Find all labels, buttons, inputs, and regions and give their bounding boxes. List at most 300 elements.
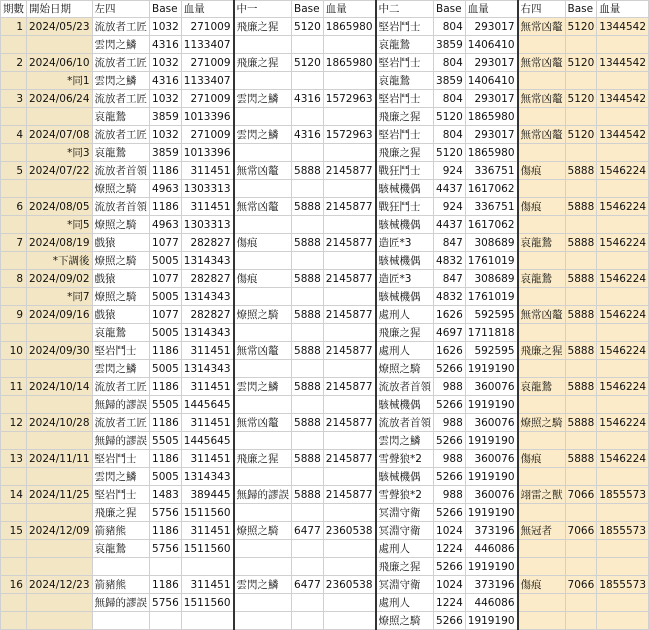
mid2-hp-cell: 1919190 bbox=[465, 468, 517, 486]
date-cell bbox=[27, 468, 93, 486]
right4-boss-cell bbox=[518, 504, 566, 522]
mid2-boss-cell: 飛廉之猩 bbox=[376, 558, 434, 576]
left4-boss-cell: 箭豬熊 bbox=[92, 522, 150, 540]
table-row bbox=[1, 558, 649, 576]
mid2-hp-cell: 308689 bbox=[465, 270, 517, 288]
mid1-base-cell bbox=[292, 594, 324, 612]
mid2-base-cell: 5266 bbox=[434, 468, 466, 486]
right4-hp-cell bbox=[597, 396, 649, 414]
mid2-boss-cell: 冥淵守衛 bbox=[376, 522, 434, 540]
left4-boss-cell: 燎照之騎 bbox=[92, 180, 150, 198]
mid1-base-cell: 5888 bbox=[292, 414, 324, 432]
mid2-base-cell: 804 bbox=[434, 54, 466, 72]
phase-cell bbox=[1, 36, 27, 54]
left4-hp-cell: 282827 bbox=[181, 306, 233, 324]
left4-base-cell: 1186 bbox=[150, 198, 182, 216]
mid2-base-cell: 1224 bbox=[434, 594, 466, 612]
right4-boss-cell: 燎照之騎 bbox=[518, 414, 566, 432]
phase-cell bbox=[1, 504, 27, 522]
left4-base-cell: 1186 bbox=[150, 450, 182, 468]
mid1-hp-cell: 2145877 bbox=[323, 450, 375, 468]
phase-cell bbox=[1, 108, 27, 126]
right4-hp-cell bbox=[597, 468, 649, 486]
left4-hp-cell: 1303313 bbox=[181, 216, 233, 234]
mid1-boss-cell: 飛廉之猩 bbox=[234, 18, 292, 36]
right4-base-cell: 5120 bbox=[565, 90, 597, 108]
mid2-boss-cell: 處刑人 bbox=[376, 342, 434, 360]
right4-base-cell: 7066 bbox=[565, 522, 597, 540]
phase-cell bbox=[1, 360, 27, 378]
table-row bbox=[1, 594, 649, 612]
right4-boss-cell bbox=[518, 396, 566, 414]
date-cell: *同7 bbox=[27, 288, 93, 306]
left4-hp-cell: 1511560 bbox=[181, 504, 233, 522]
right4-boss-cell: 翊雷之獸 bbox=[518, 486, 566, 504]
mid1-boss-cell: 雲閃之鱗 bbox=[234, 90, 292, 108]
table-row bbox=[1, 432, 649, 450]
date-cell: 2024/07/22 bbox=[27, 162, 93, 180]
mid1-boss-cell: 雲閃之鱗 bbox=[234, 378, 292, 396]
left4-boss-cell: 燎照之騎 bbox=[92, 216, 150, 234]
phase-cell bbox=[1, 72, 27, 90]
left4-base-cell: 4963 bbox=[150, 180, 182, 198]
date-cell bbox=[27, 396, 93, 414]
date-cell bbox=[27, 540, 93, 558]
date-cell: 2024/05/23 bbox=[27, 18, 93, 36]
mid1-base-cell bbox=[292, 108, 324, 126]
right4-base-cell: 5120 bbox=[565, 126, 597, 144]
mid1-hp-cell: 2145877 bbox=[323, 342, 375, 360]
right4-hp-cell: 1344542 bbox=[597, 18, 649, 36]
mid2-base-cell: 804 bbox=[434, 18, 466, 36]
right4-boss-cell bbox=[518, 180, 566, 198]
mid1-boss-cell bbox=[234, 504, 292, 522]
phase-cell: 4 bbox=[1, 126, 27, 144]
date-cell: 2024/11/25 bbox=[27, 486, 93, 504]
phase-cell bbox=[1, 594, 27, 612]
date-cell: 2024/06/24 bbox=[27, 90, 93, 108]
phase-cell bbox=[1, 324, 27, 342]
right4-boss-cell bbox=[518, 558, 566, 576]
mid2-hp-cell: 1406410 bbox=[465, 72, 517, 90]
mid1-hp-cell bbox=[323, 252, 375, 270]
mid1-boss-cell bbox=[234, 144, 292, 162]
phase-cell: 9 bbox=[1, 306, 27, 324]
mid1-base-cell bbox=[292, 324, 324, 342]
mid2-hp-cell: 360076 bbox=[465, 486, 517, 504]
left4-hp-cell: 271009 bbox=[181, 18, 233, 36]
mid2-hp-cell: 293017 bbox=[465, 18, 517, 36]
mid1-base-cell bbox=[292, 288, 324, 306]
left4-base-cell: 1186 bbox=[150, 342, 182, 360]
mid2-base-header: Base bbox=[434, 1, 466, 18]
right4-hp-cell: 1546224 bbox=[597, 306, 649, 324]
mid1-hp-cell: 2145877 bbox=[323, 306, 375, 324]
mid1-boss-cell: 無常凶鼇 bbox=[234, 198, 292, 216]
header-row bbox=[1, 1, 649, 18]
date-cell bbox=[27, 594, 93, 612]
mid2-base-cell: 5120 bbox=[434, 108, 466, 126]
mid1-base-cell: 6477 bbox=[292, 522, 324, 540]
mid1-base-cell: 5120 bbox=[292, 54, 324, 72]
date-cell: *同1 bbox=[27, 72, 93, 90]
mid1-header: 中一 bbox=[234, 1, 292, 18]
left4-base-cell: 1077 bbox=[150, 234, 182, 252]
right4-hp-cell: 1344542 bbox=[597, 54, 649, 72]
left4-hp-cell: 311451 bbox=[181, 378, 233, 396]
left4-boss-cell: 燎照之騎 bbox=[92, 288, 150, 306]
mid2-hp-cell: 1761019 bbox=[465, 288, 517, 306]
left4-boss-cell: 哀龍鷙 bbox=[92, 108, 150, 126]
phase-cell: 12 bbox=[1, 414, 27, 432]
mid1-hp-cell bbox=[323, 324, 375, 342]
left4-base-cell: 4316 bbox=[150, 72, 182, 90]
phase-cell: 3 bbox=[1, 90, 27, 108]
mid1-boss-cell: 燎照之騎 bbox=[234, 522, 292, 540]
table-row bbox=[1, 162, 649, 180]
right4-hp-cell bbox=[597, 72, 649, 90]
table-row bbox=[1, 342, 649, 360]
mid2-base-cell: 3859 bbox=[434, 36, 466, 54]
mid2-hp-cell: 293017 bbox=[465, 90, 517, 108]
mid2-base-cell: 5266 bbox=[434, 432, 466, 450]
mid2-boss-cell: 戰狂鬥士 bbox=[376, 198, 434, 216]
mid2-hp-cell: 293017 bbox=[465, 126, 517, 144]
mid2-boss-cell: 處刑人 bbox=[376, 306, 434, 324]
left4-hp-cell: 282827 bbox=[181, 234, 233, 252]
right4-base-cell: 5888 bbox=[565, 306, 597, 324]
mid1-base-cell bbox=[292, 216, 324, 234]
mid1-base-cell bbox=[292, 252, 324, 270]
mid1-base-cell bbox=[292, 558, 324, 576]
mid2-hp-cell: 308689 bbox=[465, 234, 517, 252]
mid1-base-cell: 5120 bbox=[292, 18, 324, 36]
date-cell: 2024/07/08 bbox=[27, 126, 93, 144]
mid1-base-cell: 5888 bbox=[292, 342, 324, 360]
right4-base-cell bbox=[565, 540, 597, 558]
date-cell: 2024/09/30 bbox=[27, 342, 93, 360]
mid2-base-cell: 847 bbox=[434, 234, 466, 252]
right4-hp-header: 血量 bbox=[597, 1, 649, 18]
right4-hp-cell: 1546224 bbox=[597, 198, 649, 216]
mid2-boss-cell: 駭械機偶 bbox=[376, 468, 434, 486]
date-cell: 2024/11/11 bbox=[27, 450, 93, 468]
left4-boss-cell bbox=[92, 612, 150, 630]
table-row bbox=[1, 198, 649, 216]
left4-base-cell: 5756 bbox=[150, 540, 182, 558]
right4-base-cell bbox=[565, 288, 597, 306]
mid1-boss-cell bbox=[234, 594, 292, 612]
mid2-boss-cell: 流放者首領 bbox=[376, 378, 434, 396]
mid2-hp-cell: 446086 bbox=[465, 540, 517, 558]
phase-cell: 13 bbox=[1, 450, 27, 468]
mid1-hp-cell bbox=[323, 468, 375, 486]
right4-base-cell: 5888 bbox=[565, 162, 597, 180]
mid1-hp-cell bbox=[323, 540, 375, 558]
left4-hp-cell: 311451 bbox=[181, 414, 233, 432]
mid1-boss-cell: 燎照之騎 bbox=[234, 306, 292, 324]
right4-hp-cell bbox=[597, 252, 649, 270]
mid2-base-cell: 4437 bbox=[434, 180, 466, 198]
right4-boss-cell bbox=[518, 252, 566, 270]
right4-hp-cell: 1546224 bbox=[597, 342, 649, 360]
date-cell: *同3 bbox=[27, 144, 93, 162]
mid2-base-cell: 4832 bbox=[434, 288, 466, 306]
left4-hp-cell: 271009 bbox=[181, 90, 233, 108]
mid2-boss-cell: 駭械機偶 bbox=[376, 288, 434, 306]
table-row bbox=[1, 270, 649, 288]
mid1-base-cell bbox=[292, 432, 324, 450]
right4-base-cell: 7066 bbox=[565, 486, 597, 504]
right4-hp-cell bbox=[597, 108, 649, 126]
left4-hp-cell: 1013396 bbox=[181, 144, 233, 162]
right4-hp-cell: 1546224 bbox=[597, 162, 649, 180]
mid1-base-cell bbox=[292, 36, 324, 54]
left4-hp-cell: 282827 bbox=[181, 270, 233, 288]
mid1-hp-cell: 2145877 bbox=[323, 414, 375, 432]
table-row bbox=[1, 144, 649, 162]
mid1-hp-cell: 2360538 bbox=[323, 576, 375, 594]
left4-hp-cell: 271009 bbox=[181, 54, 233, 72]
mid2-base-cell: 5266 bbox=[434, 504, 466, 522]
left4-base-cell: 4963 bbox=[150, 216, 182, 234]
mid2-hp-cell: 1919190 bbox=[465, 432, 517, 450]
mid1-hp-cell: 1865980 bbox=[323, 54, 375, 72]
left4-boss-cell: 流放者工匠 bbox=[92, 54, 150, 72]
date-cell bbox=[27, 432, 93, 450]
table-row bbox=[1, 540, 649, 558]
mid1-base-cell bbox=[292, 468, 324, 486]
mid2-boss-cell: 戰狂鬥士 bbox=[376, 162, 434, 180]
phase-header: 期數 bbox=[1, 1, 27, 18]
left4-hp-cell bbox=[181, 558, 233, 576]
right4-hp-cell bbox=[597, 360, 649, 378]
left4-boss-cell: 戲猿 bbox=[92, 234, 150, 252]
phase-cell: 14 bbox=[1, 486, 27, 504]
mid1-base-cell bbox=[292, 360, 324, 378]
mid1-base-cell: 5888 bbox=[292, 306, 324, 324]
phase-cell: 15 bbox=[1, 522, 27, 540]
left4-boss-cell: 哀龍鷙 bbox=[92, 540, 150, 558]
phase-cell: 5 bbox=[1, 162, 27, 180]
right4-boss-cell bbox=[518, 432, 566, 450]
right4-base-cell bbox=[565, 360, 597, 378]
mid2-hp-cell: 360076 bbox=[465, 414, 517, 432]
phase-cell: 11 bbox=[1, 378, 27, 396]
right4-hp-cell bbox=[597, 594, 649, 612]
table-row bbox=[1, 180, 649, 198]
mid1-base-cell bbox=[292, 180, 324, 198]
left4-base-cell: 1483 bbox=[150, 486, 182, 504]
left4-base-cell: 5005 bbox=[150, 252, 182, 270]
right4-boss-cell: 傷痕 bbox=[518, 576, 566, 594]
mid2-boss-cell: 燎照之騎 bbox=[376, 360, 434, 378]
mid2-base-cell: 1224 bbox=[434, 540, 466, 558]
left4-hp-cell: 311451 bbox=[181, 342, 233, 360]
right4-hp-cell: 1344542 bbox=[597, 126, 649, 144]
right4-base-cell bbox=[565, 72, 597, 90]
left4-base-header: Base bbox=[150, 1, 182, 18]
mid2-hp-cell: 1919190 bbox=[465, 396, 517, 414]
date-cell bbox=[27, 360, 93, 378]
right4-hp-cell bbox=[597, 144, 649, 162]
left4-base-cell: 5756 bbox=[150, 594, 182, 612]
mid2-base-cell: 1024 bbox=[434, 576, 466, 594]
left4-boss-cell: 流放者工匠 bbox=[92, 90, 150, 108]
mid1-hp-cell: 2145877 bbox=[323, 234, 375, 252]
left4-boss-cell: 流放者工匠 bbox=[92, 378, 150, 396]
table-row bbox=[1, 522, 649, 540]
left4-base-cell: 5005 bbox=[150, 324, 182, 342]
mid1-boss-cell bbox=[234, 216, 292, 234]
left4-hp-cell: 1314343 bbox=[181, 360, 233, 378]
right4-base-cell bbox=[565, 612, 597, 630]
date-cell: 2024/09/02 bbox=[27, 270, 93, 288]
mid1-boss-cell: 傷痕 bbox=[234, 234, 292, 252]
mid2-hp-cell: 592595 bbox=[465, 342, 517, 360]
right4-hp-cell bbox=[597, 288, 649, 306]
mid1-boss-cell bbox=[234, 432, 292, 450]
phase-cell: 8 bbox=[1, 270, 27, 288]
mid1-boss-cell: 無常凶鼇 bbox=[234, 342, 292, 360]
phase-cell bbox=[1, 432, 27, 450]
right4-hp-cell: 1855573 bbox=[597, 486, 649, 504]
left4-boss-cell: 箭豬熊 bbox=[92, 576, 150, 594]
right4-boss-cell bbox=[518, 216, 566, 234]
left4-boss-cell: 流放者首領 bbox=[92, 162, 150, 180]
left4-hp-cell: 311451 bbox=[181, 576, 233, 594]
right4-base-cell: 5888 bbox=[565, 414, 597, 432]
right4-base-cell bbox=[565, 396, 597, 414]
mid2-boss-cell: 處刑人 bbox=[376, 594, 434, 612]
mid2-hp-cell: 1865980 bbox=[465, 108, 517, 126]
right4-hp-cell bbox=[597, 504, 649, 522]
phase-cell: 2 bbox=[1, 54, 27, 72]
mid1-boss-cell bbox=[234, 288, 292, 306]
phase-cell bbox=[1, 180, 27, 198]
mid2-boss-cell: 駭械機偶 bbox=[376, 216, 434, 234]
left4-boss-cell bbox=[92, 558, 150, 576]
right4-boss-cell: 傷痕 bbox=[518, 162, 566, 180]
mid2-boss-cell: 雪聲狼*2 bbox=[376, 486, 434, 504]
left4-hp-cell: 1511560 bbox=[181, 594, 233, 612]
table-row bbox=[1, 54, 649, 72]
mid2-base-cell: 3859 bbox=[434, 72, 466, 90]
left4-boss-cell: 雲閃之鱗 bbox=[92, 468, 150, 486]
right4-hp-cell bbox=[597, 180, 649, 198]
mid1-hp-cell: 2145877 bbox=[323, 486, 375, 504]
right4-base-cell: 5888 bbox=[565, 378, 597, 396]
mid2-hp-cell: 1406410 bbox=[465, 36, 517, 54]
right4-base-cell: 5888 bbox=[565, 450, 597, 468]
left4-base-cell: 1186 bbox=[150, 378, 182, 396]
table-row bbox=[1, 18, 649, 36]
date-cell: 2024/12/09 bbox=[27, 522, 93, 540]
mid1-boss-cell: 雲閃之鱗 bbox=[234, 576, 292, 594]
mid2-boss-cell: 駭械機偶 bbox=[376, 396, 434, 414]
right4-boss-cell bbox=[518, 324, 566, 342]
right4-boss-cell: 無常凶鼇 bbox=[518, 18, 566, 36]
right4-boss-cell: 傷痕 bbox=[518, 450, 566, 468]
phase-cell: 16 bbox=[1, 576, 27, 594]
date-cell: 2024/06/10 bbox=[27, 54, 93, 72]
mid2-base-cell: 988 bbox=[434, 486, 466, 504]
mid2-hp-cell: 1617062 bbox=[465, 216, 517, 234]
mid1-hp-cell: 2145877 bbox=[323, 198, 375, 216]
mid1-hp-cell: 1865980 bbox=[323, 18, 375, 36]
left4-base-cell bbox=[150, 612, 182, 630]
phase-cell: 6 bbox=[1, 198, 27, 216]
mid1-hp-cell bbox=[323, 360, 375, 378]
table-row bbox=[1, 468, 649, 486]
right4-base-cell: 5888 bbox=[565, 342, 597, 360]
mid1-hp-cell: 1572963 bbox=[323, 126, 375, 144]
left4-base-cell: 4316 bbox=[150, 36, 182, 54]
table-row bbox=[1, 288, 649, 306]
left4-base-cell: 3859 bbox=[150, 108, 182, 126]
left4-boss-cell: 哀龍鷙 bbox=[92, 144, 150, 162]
left4-base-cell: 1077 bbox=[150, 306, 182, 324]
left4-hp-cell bbox=[181, 612, 233, 630]
phase-cell: 1 bbox=[1, 18, 27, 36]
right4-boss-cell: 飛廉之猩 bbox=[518, 342, 566, 360]
right4-header: 右四 bbox=[518, 1, 566, 18]
mid1-boss-cell bbox=[234, 558, 292, 576]
mid2-hp-cell: 1761019 bbox=[465, 252, 517, 270]
left4-base-cell: 1186 bbox=[150, 414, 182, 432]
left4-base-cell: 1186 bbox=[150, 576, 182, 594]
mid2-base-cell: 5266 bbox=[434, 396, 466, 414]
mid1-base-cell bbox=[292, 72, 324, 90]
left4-boss-cell: 堅岩鬥士 bbox=[92, 486, 150, 504]
mid1-hp-cell: 2145877 bbox=[323, 162, 375, 180]
mid2-hp-cell: 1711818 bbox=[465, 324, 517, 342]
table-row bbox=[1, 234, 649, 252]
right4-base-cell: 5120 bbox=[565, 54, 597, 72]
right4-hp-cell bbox=[597, 540, 649, 558]
mid1-boss-cell bbox=[234, 108, 292, 126]
mid1-hp-header: 血量 bbox=[323, 1, 375, 18]
mid2-hp-cell: 373196 bbox=[465, 576, 517, 594]
table-row bbox=[1, 360, 649, 378]
mid1-hp-cell bbox=[323, 180, 375, 198]
mid1-boss-cell bbox=[234, 36, 292, 54]
mid2-boss-cell: 冥淵守衛 bbox=[376, 576, 434, 594]
mid1-base-cell: 5888 bbox=[292, 234, 324, 252]
date-cell: 2024/12/23 bbox=[27, 576, 93, 594]
mid2-base-cell: 5120 bbox=[434, 144, 466, 162]
right4-base-cell: 5888 bbox=[565, 198, 597, 216]
left4-base-cell: 1032 bbox=[150, 90, 182, 108]
mid2-base-cell: 804 bbox=[434, 126, 466, 144]
right4-boss-cell bbox=[518, 36, 566, 54]
mid2-base-cell: 988 bbox=[434, 450, 466, 468]
mid1-hp-cell: 2360538 bbox=[323, 522, 375, 540]
mid2-boss-cell: 流放者首領 bbox=[376, 414, 434, 432]
left4-hp-cell: 1445645 bbox=[181, 432, 233, 450]
mid2-hp-cell: 446086 bbox=[465, 594, 517, 612]
mid2-base-cell: 924 bbox=[434, 198, 466, 216]
mid1-hp-cell: 1572963 bbox=[323, 90, 375, 108]
mid1-hp-cell bbox=[323, 288, 375, 306]
date-cell bbox=[27, 36, 93, 54]
date-cell: 2024/09/16 bbox=[27, 306, 93, 324]
mid1-hp-cell bbox=[323, 558, 375, 576]
left4-base-cell: 5756 bbox=[150, 504, 182, 522]
table-row bbox=[1, 378, 649, 396]
left4-hp-cell: 1314343 bbox=[181, 324, 233, 342]
mid2-base-cell: 4697 bbox=[434, 324, 466, 342]
